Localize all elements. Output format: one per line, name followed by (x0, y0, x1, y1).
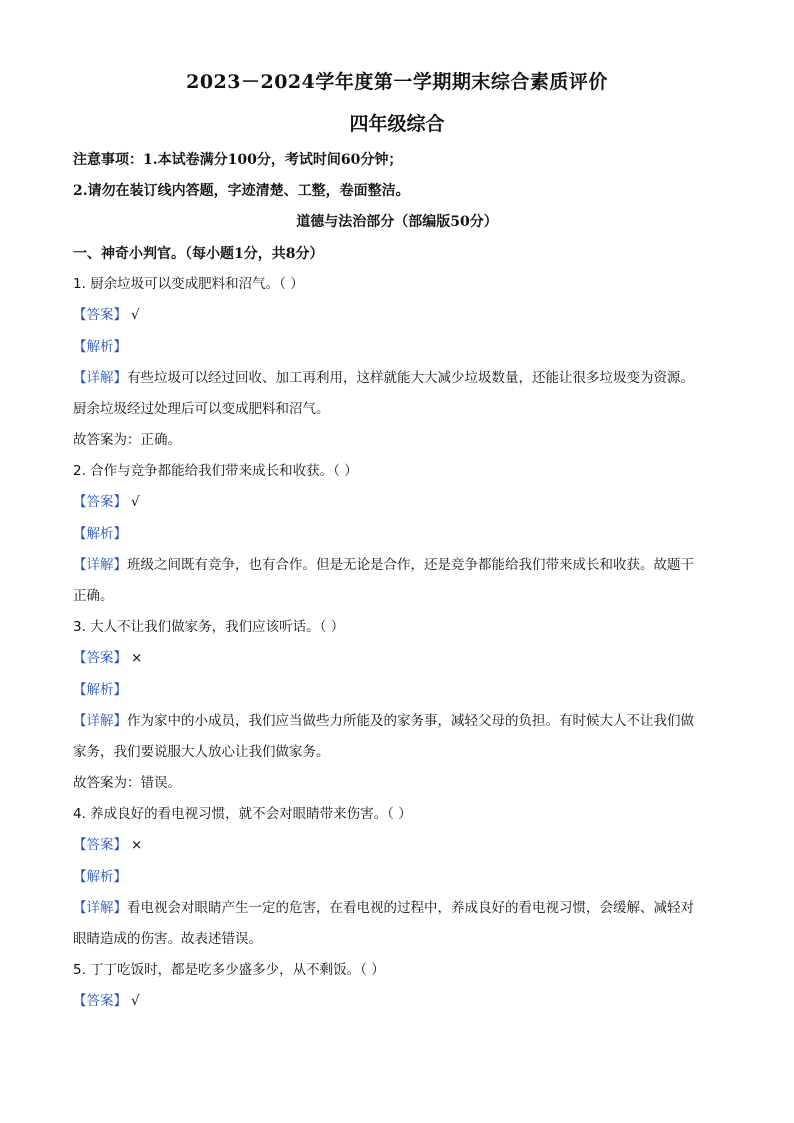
question-4-answer (73, 835, 142, 855)
question-2-stem: 2. 合作与竞争都能给我们带来成长和收获。（ ） (73, 463, 358, 479)
question-1-analysis (73, 337, 127, 357)
answer-label: 【答案】 (73, 993, 127, 1009)
question-1-detail-line-2: 厨余垃圾经过处理后可以变成肥料和沼气。 (73, 401, 330, 417)
question-2-detail-line-1 (73, 555, 694, 575)
analysis-label: 【解析】 (73, 526, 127, 542)
question-5-stem: 5. 丁丁吃饭时，都是吃多少盛多少，从不剩饭。（ ） (73, 962, 385, 978)
question-2-answer (73, 492, 140, 512)
question-1-conclusion: 故答案为：正确。 (73, 432, 181, 448)
answer-mark: × (131, 837, 143, 853)
answer-label: 【答案】 (73, 837, 127, 853)
detail-label: 【详解】 (73, 713, 127, 729)
question-4-detail-line-2: 眼睛造成的伤害。故表述错误。 (73, 931, 262, 947)
question-3-stem: 3. 大人不让我们做家务，我们应该听话。（ ） (73, 619, 345, 635)
answer-mark: √ (131, 307, 140, 323)
answer-mark: × (131, 650, 143, 666)
detail-label: 【详解】 (73, 557, 127, 573)
exam-subtitle: 四年级综合 (349, 113, 445, 135)
question-3-conclusion: 故答案为：错误。 (73, 775, 181, 791)
detail-text: 看电视会对眼睛产生一定的危害，在看电视的过程中，养成良好的看电视习惯，会缓解、减轻对 (127, 900, 694, 916)
detail-text: 有些垃圾可以经过回收、加工再利用，这样就能大大减少垃圾数量，还能让很多垃圾变为资源。 (127, 370, 694, 386)
question-3-detail-line-1 (73, 711, 694, 731)
detail-text: 作为家中的小成员，我们应当做些力所能及的家务事，减轻父母的负担。有时候大人不让我们做 (127, 713, 694, 729)
question-2-analysis (73, 524, 127, 544)
part-title: 一、神奇小判官。（每小题1分，共8分） (73, 246, 324, 262)
analysis-label: 【解析】 (73, 869, 127, 885)
analysis-label: 【解析】 (73, 682, 127, 698)
answer-mark: √ (131, 494, 140, 510)
answer-label: 【答案】 (73, 307, 127, 323)
answer-label: 【答案】 (73, 650, 127, 666)
answer-label: 【答案】 (73, 494, 127, 510)
question-3-analysis (73, 680, 127, 700)
question-1-stem: 1. 厨余垃圾可以变成肥料和沼气。（ ） (73, 276, 304, 292)
question-4-detail-line-1 (73, 898, 694, 918)
question-4-stem: 4. 养成良好的看电视习惯，就不会对眼睛带来伤害。（ ） (73, 806, 412, 822)
question-3-detail-line-2: 家务，我们要说服大人放心让我们做家务。 (73, 744, 330, 760)
question-1-detail-line-1 (73, 368, 694, 388)
question-2-detail-line-2: 正确。 (73, 588, 114, 604)
detail-label: 【详解】 (73, 900, 127, 916)
question-5-answer (73, 991, 140, 1011)
answer-mark: √ (131, 993, 140, 1009)
detail-text: 班级之间既有竞争，也有合作。但是无论是合作，还是竞争都能给我们带来成长和收获。故题干 (127, 557, 694, 573)
notes-line-2: 2.请勿在装订线内答题，字迹清楚、工整，卷面整洁。 (73, 183, 410, 199)
question-1-answer (73, 305, 140, 325)
detail-label: 【详解】 (73, 370, 127, 386)
exam-title: 2023－2024学年度第一学期期末综合素质评价 (186, 71, 608, 93)
question-3-answer (73, 648, 142, 668)
section-title: 道德与法治部分（部编版50分） (296, 214, 498, 230)
question-4-analysis (73, 867, 127, 887)
analysis-label: 【解析】 (73, 339, 127, 355)
notes-line-1: 注意事项：1.本试卷满分100分，考试时间60分钟； (73, 152, 403, 168)
